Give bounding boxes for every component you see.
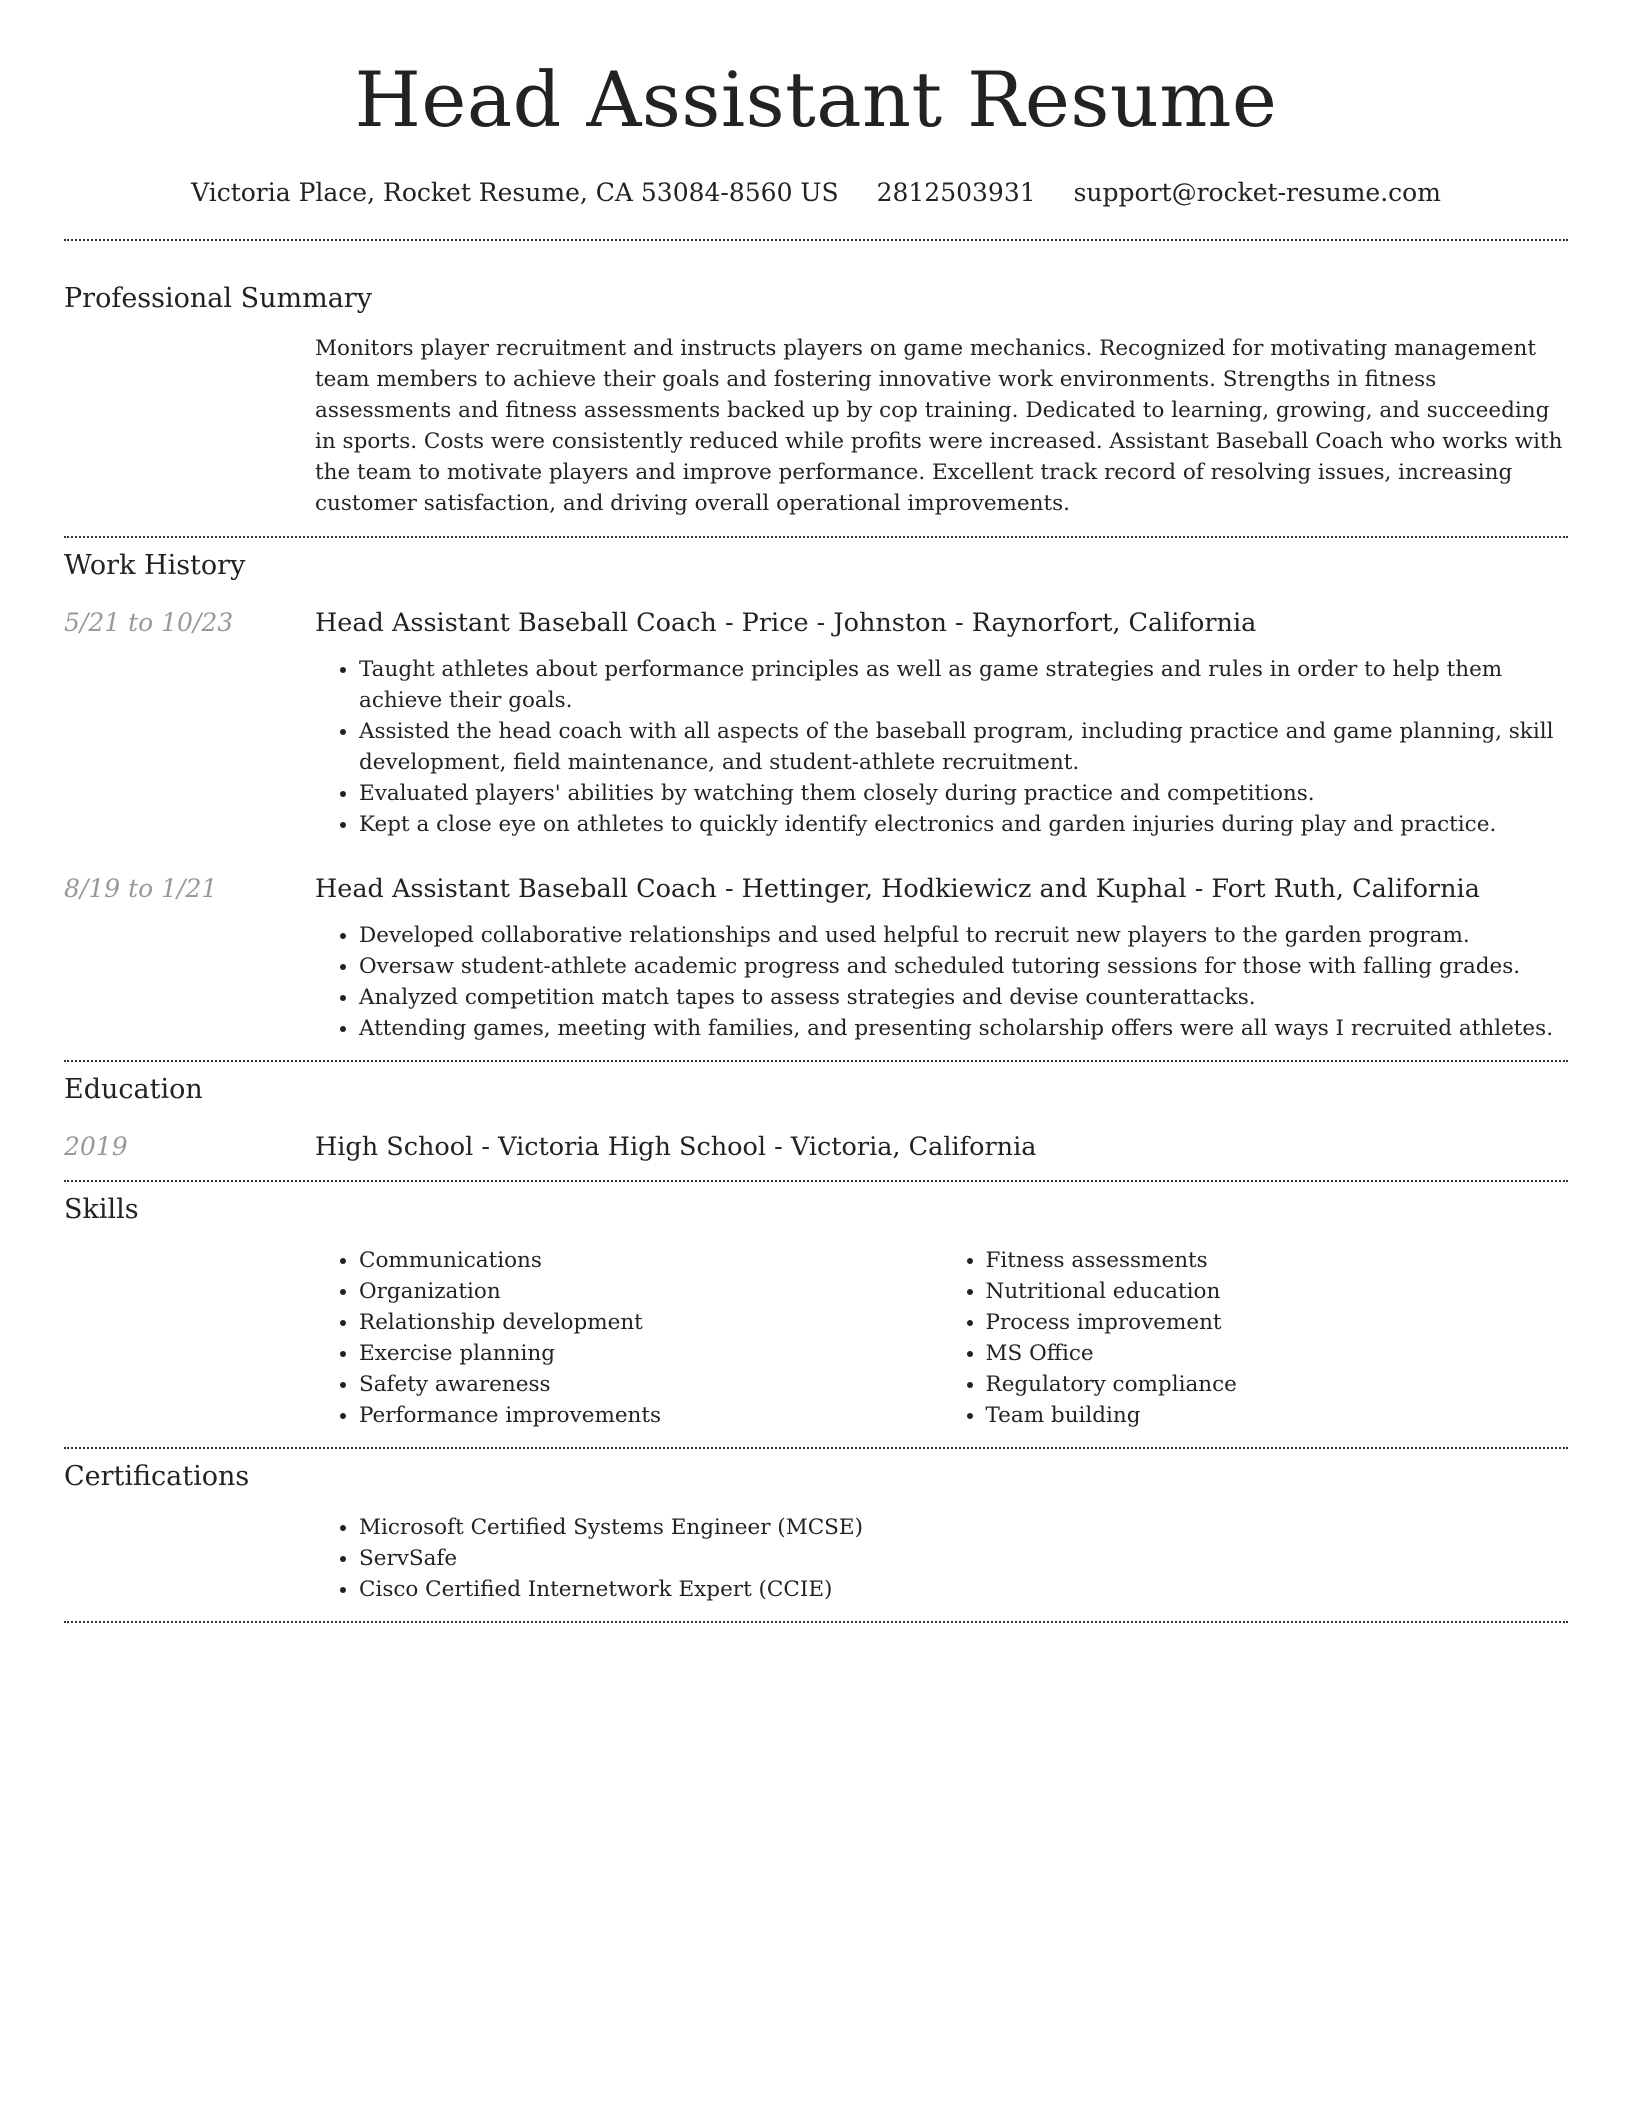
list-item: • Microsoft Certified Systems Engineer (MCSE) [359,1512,1568,1543]
job-company: - Hettinger, Hodkiewicz and Kuphal - Fort Ruth, California [716,874,1480,904]
contact-line [64,176,1568,210]
education-heading-line [315,1130,1036,1164]
job-heading [315,872,1480,906]
list-item: • Taught athletes about performance principles as well as game strategies and rules in order to help them achieve their goals. [359,654,1568,716]
skills-heading: Skills [64,1194,139,1225]
section-divider [64,239,1568,241]
list-item: • Nutritional education [986,1276,1569,1307]
education-heading: Education [64,1074,203,1105]
certifications-heading: Certifications [64,1461,250,1492]
education-section [64,1072,1568,1164]
list-item: • Team building [986,1400,1569,1431]
list-item: • ServSafe [359,1543,1568,1574]
list-item: • Safety awareness [359,1369,942,1400]
education-degree: High School [315,1132,474,1162]
job-entry [64,606,1568,840]
list-item: • Process improvement [986,1307,1569,1338]
section-divider [64,1447,1568,1449]
work-history-section [64,548,1568,1044]
resume-title: Head Assistant Resume [354,55,1278,144]
list-item: • Evaluated players' abilities by watching them closely during practice and competitions. [359,778,1568,809]
job-entry [64,872,1568,1044]
skills-list-left [315,1245,942,1431]
work-history-heading: Work History [64,550,246,581]
skills-list-right [942,1245,1569,1431]
list-item: • Regulatory compliance [986,1369,1569,1400]
list-item: • Kept a close eye on athletes to quickly identify electronics and garden injuries during play and practice. [359,809,1568,840]
skills-section [64,1192,1568,1431]
summary-section [64,281,1568,519]
certifications-section [64,1459,1568,1605]
list-item: • Performance improvements [359,1400,942,1431]
contact-email: support@rocket-resume.com [1073,178,1441,207]
contact-phone: 2812503931 [876,178,1036,207]
list-item: • Exercise planning [359,1338,942,1369]
section-divider [64,1060,1568,1062]
section-divider [64,536,1568,538]
list-item: • Fitness assessments [986,1245,1569,1276]
section-divider [64,1621,1568,1623]
list-item: • Oversaw student-athlete academic progress and scheduled tutoring sessions for those with falling grades. [359,951,1568,982]
list-item: • Cisco Certified Internetwork Expert (CCIE) [359,1574,1568,1605]
job-dates: 8/19 to 1/21 [64,874,218,903]
contact-address: Victoria Place, Rocket Resume, CA 53084-8560 US [191,178,839,207]
list-item: • Relationship development [359,1307,942,1338]
job-bullets [315,654,1568,840]
education-school: - Victoria High School - Victoria, California [473,1132,1037,1162]
list-item: • Assisted the head coach with all aspects of the baseball program, including practice and game planning, skill development, field maintenance, and student-athlete recruitment. [359,716,1568,778]
list-item: • Analyzed competition match tapes to assess strategies and devise counterattacks. [359,982,1568,1013]
job-heading [315,606,1256,640]
list-item: • MS Office [986,1338,1569,1369]
summary-text: Monitors player recruitment and instructs players on game mechanics. Recognized for motivating management team members to achieve their goals and fostering innovative work environments. Strengths in fitness assessments and fitness assessments backed up by cop training. Dedicated to learning, growing, and succeeding in sports. Costs were consistently reduced while profits were increased. Assistant Baseball Coach who works with the team to motivate players and improve performance. Excellent track record of resolving issues, increasing customer satisfaction, and driving overall operational improvements. [315,336,1563,516]
education-entry [64,1130,1568,1164]
job-position: Head Assistant Baseball Coach [315,608,717,638]
job-bullets [315,920,1568,1044]
education-year: 2019 [64,1132,128,1161]
job-dates: 5/21 to 10/23 [64,608,234,637]
list-item: • Developed collaborative relationships and used helpful to recruit new players to the garden program. [359,920,1568,951]
certifications-list [315,1512,1568,1605]
list-item: • Attending games, meeting with families, and presenting scholarship offers were all ways I recruited athletes. [359,1013,1568,1044]
list-item: • Communications [359,1245,942,1276]
list-item: • Organization [359,1276,942,1307]
skills-columns [315,1245,1568,1431]
summary-heading: Professional Summary [64,283,372,314]
section-divider [64,1180,1568,1182]
job-company: - Price - Johnston - Raynorfort, California [716,608,1257,638]
job-position: Head Assistant Baseball Coach [315,874,717,904]
